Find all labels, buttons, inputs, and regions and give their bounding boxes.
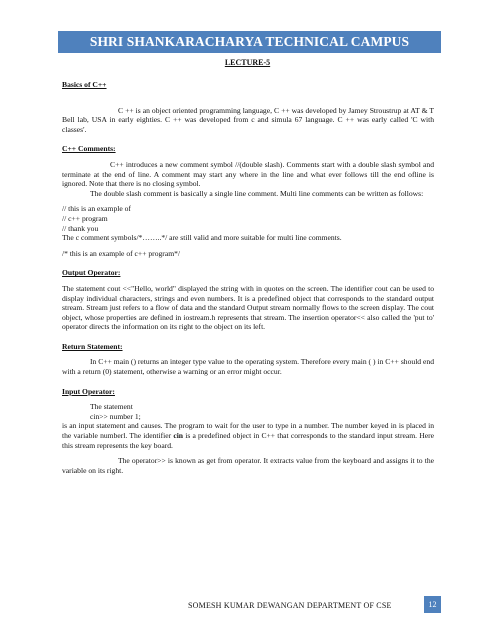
comments-paragraph-2: The double slash comment is basically a single line comment. Multi line comments can be written as follows: <box>90 188 424 198</box>
return-paragraph: In C++ main () returns an integer type value to the operating system. Therefore every main ( ) in C++ should end with a return (0) statement, otherwise a warning or an error might occur. <box>62 357 434 377</box>
heading-comments: C++ Comments: <box>62 144 116 154</box>
footer-department: SOMESH KUMAR DEWANGAN DEPARTMENT OF CSE <box>188 601 392 610</box>
input-text-after: is a predefined object in C++ that corresponds to the standard input stream. Here this stream represents the key board. <box>62 431 434 450</box>
page-number-badge <box>424 596 441 613</box>
c-comment-example: /* this is an example of c++ program*/ <box>62 248 181 258</box>
page-header-band <box>58 31 441 53</box>
basics-paragraph: C ++ is an object oriented programming language, C ++ was developed by Jamey Stroustrup at AT & T Bell lab, USA in early eighties. C ++ was developed from c and simula 67 language. C ++ was early called 'C with classes'. <box>62 105 434 134</box>
input-statement-code: cin>> number 1; <box>90 411 141 421</box>
comment-example-line: // this is an example of <box>62 204 131 214</box>
comment-example-line: The c comment symbols/*……..*/ are still valid and more suitable for multi line comments. <box>62 233 342 243</box>
lecture-title: LECTURE-5 <box>224 58 271 67</box>
input-bold-cin: cin <box>173 431 184 441</box>
comment-example-line: // c++ program <box>62 213 108 223</box>
header-title: SHRI SHANKARACHARYA TECHNICAL CAMPUS <box>89 34 410 49</box>
output-paragraph: The statement cout <<"Hello, world" displayed the string with in quotes on the screen. The identifier cout can be used to display individual characters, strings and even numbers. It is a predefined object that corresponds to the standard output stream. Stream just refers to a flow of data and the standard Output stream normally flows to the screen display. The cout object, whose properties are defined in iostream.h represents that stream. The insertion operator<< also called the 'put to' operator directs the information on its right to the object on its left. <box>62 283 434 332</box>
heading-input-operator: Input Operator: <box>62 386 115 396</box>
heading-return-statement: Return Statement: <box>62 341 123 351</box>
heading-output-operator: Output Operator: <box>62 268 121 278</box>
input-text-before: is an input statement and causes. The program to wait for the user to type in a number. The number keyed in is placed in the variable numberl. The identifier <box>62 421 434 441</box>
comments-paragraph-1: C++ introduces a new comment symbol //(double slash). Comments start with a double slash symbol and terminate at the end of line. A comment may start any where in the line and what ever follows till the end ofline is ignored. Note that there is no closing symbol. <box>62 159 434 189</box>
heading-basics: Basics of C++ <box>62 80 107 89</box>
page-number: 12 <box>428 600 437 609</box>
input-statement-label: The statement <box>90 402 133 412</box>
document-body <box>62 80 434 475</box>
comment-example-line: // thank you <box>62 223 99 233</box>
input-paragraph-2: The operator>> is known as get from operator. It extracts value from the keyboard and assigns it to the variable on its right. <box>62 456 434 475</box>
input-paragraph <box>62 421 434 450</box>
